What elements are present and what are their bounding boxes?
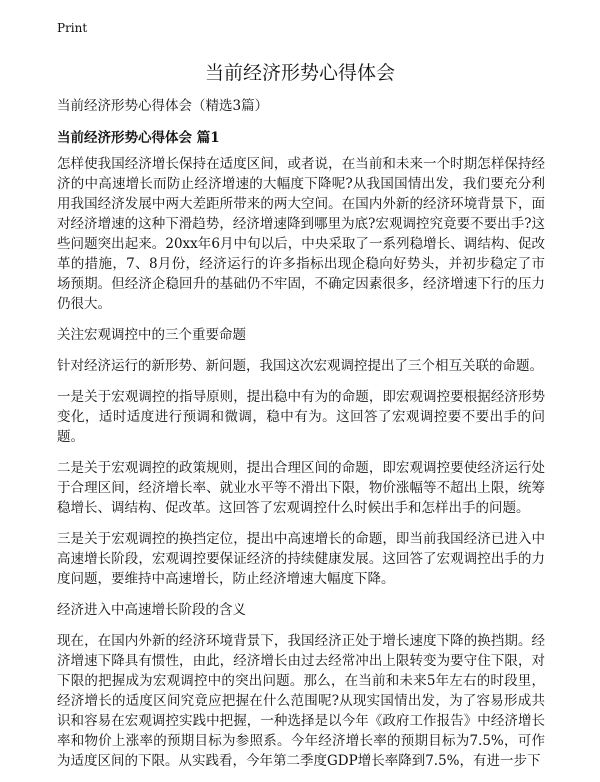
paragraph-heading: 经济进入中高速增长阶段的含义 (57, 602, 246, 618)
print-link[interactable]: Print (57, 21, 88, 35)
paragraph: 三是关于宏观调控的换挡定位，提出中高速增长的命题，即当前我国经济已进入中高速增长阶段，宏观调控要保证经济的持续健康发展。这回答了宏观调控出手的力度问题，要维持中高速增长，防止经济增速大幅度下降。 (57, 531, 545, 587)
paragraph: 一是关于宏观调控的指导原则，提出稳中有为的命题，即宏观调控要根据经济形势变化，适时适度进行预调和微调，稳中有为。这回答了宏观调控要不要出手的问题。 (57, 389, 545, 445)
page-title: 当前经济形势心得体会 (204, 62, 395, 84)
paragraph-heading: 关注宏观调控中的三个重要命题 (57, 327, 246, 343)
article-body (57, 154, 545, 782)
paragraph: 针对经济运行的新形势、新问题，我国这次宏观调控提出了三个相互关联的命题。 (57, 358, 543, 374)
paragraph: 现在，在国内外新的经济环境背景下，我国经济正处于增长速度下降的换挡期。经济增速下降具有惯性，由此，经济增长由过去经常冲出上限转变为要守住下限，对下限的把握成为宏观调控中的突出问题。那么，在当前和未来5年左右的时段里，经济增长的适度区间究竟应把握在什么范围呢?从现实国情出发，为了容易形成共识和容易在宏观调控实践中把握，一种选择是以今年《政府工作报告》中经济增长率和物价上涨率的预期目标为参照系。今年经济增长率的预期目标为7.5%，可作为适度区间的下限。从实践看，今年第二季度GDP增长率降到7.5%，有进一步下 (57, 633, 545, 769)
document-subtitle: 当前经济形势心得体会（精选3篇） (57, 98, 269, 114)
section-heading: 当前经济形势心得体会 篇1 (57, 130, 220, 146)
paragraph: 怎样使我国经济增长保持在适度区间，或者说，在当前和未来一个时期怎样保持经济的中高速增长而防止经济增速的大幅度下降呢?从我国国情出发，我们要充分利用我国经济发展中两大差距所带来的两大空间。在国内外新的经济环境背景下，面对经济增速的这种下滑趋势，经济增速降到哪里为底?宏观调控究竟要不要出手?这些问题突出起来。20xx年6月中旬以后，中央采取了一系列稳增长、调结构、促改革的措施，7、8月份，经济运行的许多指标出现企稳向好势头，并初步稳定了市场预期。但经济企稳回升的基础仍不牢固，不确定因素很多，经济增速下行的压力仍很大。 (57, 156, 545, 312)
paragraph: 二是关于宏观调控的政策规则，提出合理区间的命题，即宏观调控要使经济运行处于合理区间，经济增长率、就业水平等不滑出下限，物价涨幅等不超出上限，统筹稳增长、调结构、促改革。这回答了宏观调控什么时候出手和怎样出手的问题。 (57, 460, 545, 516)
